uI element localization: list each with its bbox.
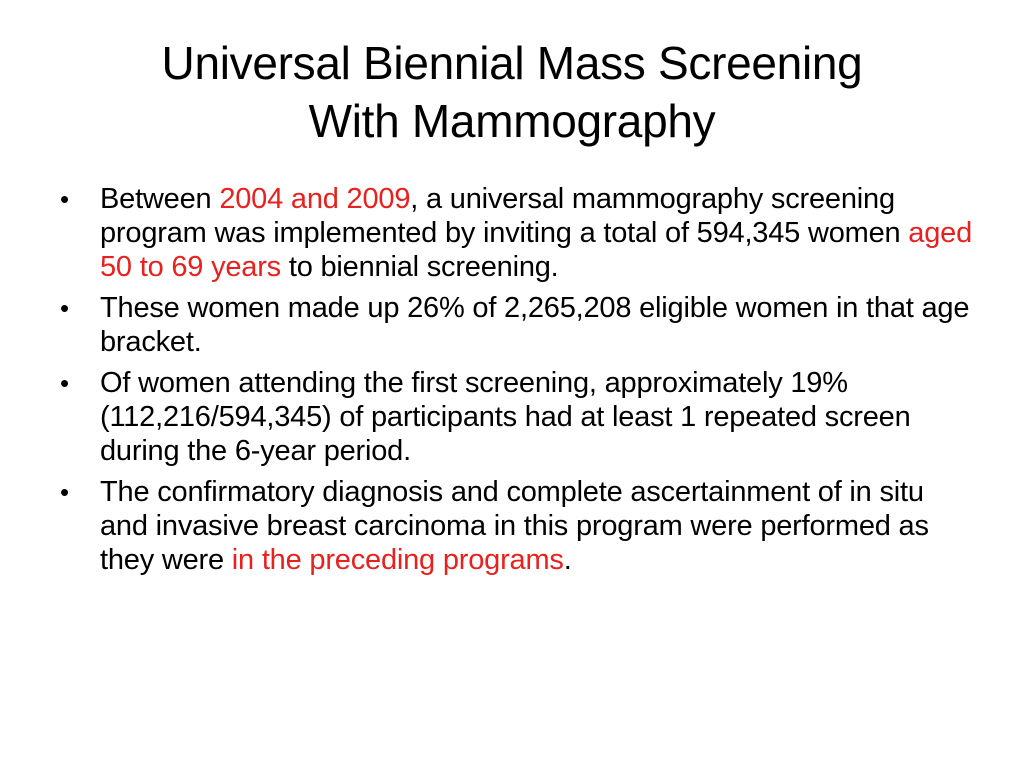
bullet-icon: • (60, 368, 69, 398)
bullet-1-highlight-age: aged 50 to 69 years (100, 217, 973, 283)
slide-title-line-2: With Mammography (308, 95, 716, 147)
bullet-4-text-part-2: . (563, 544, 572, 576)
bullet-item-3 (56, 366, 976, 468)
bullet-3-text: Of women attending the first screening, approximately 19% (112,216/594,345) of participants had at least 1 repeated screen during the 6-year period. (100, 367, 911, 467)
bullet-1-text-part-2: , a universal mammography screening program was implemented by inviting a total of 594,345 women (100, 183, 909, 249)
bullet-4-text-part-1: The confirmatory diagnosis and complete ascertainment of in situ and invasive breast carcinoma in this program were performed as they were (100, 476, 929, 576)
bullet-icon: • (60, 293, 69, 323)
bullet-1-text-part-3: to biennial screening. (281, 251, 559, 283)
bullet-item-1 (56, 182, 976, 284)
bullet-list (56, 182, 976, 584)
bullet-2-text: These women made up 26% of 2,265,208 eligible women in that age bracket. (100, 292, 970, 358)
bullet-1-text-part-1: Between (100, 183, 220, 215)
bullet-item-2 (56, 291, 976, 359)
slide-title (60, 34, 964, 150)
slide-title-line-1: Universal Biennial Mass Screening (161, 37, 863, 89)
bullet-icon: • (60, 184, 69, 214)
bullet-item-4 (56, 475, 976, 577)
bullet-1-highlight-years: 2004 and 2009 (219, 183, 411, 215)
bullet-4-highlight-preceding: in the preceding programs (231, 544, 564, 576)
bullet-icon: • (60, 477, 69, 507)
